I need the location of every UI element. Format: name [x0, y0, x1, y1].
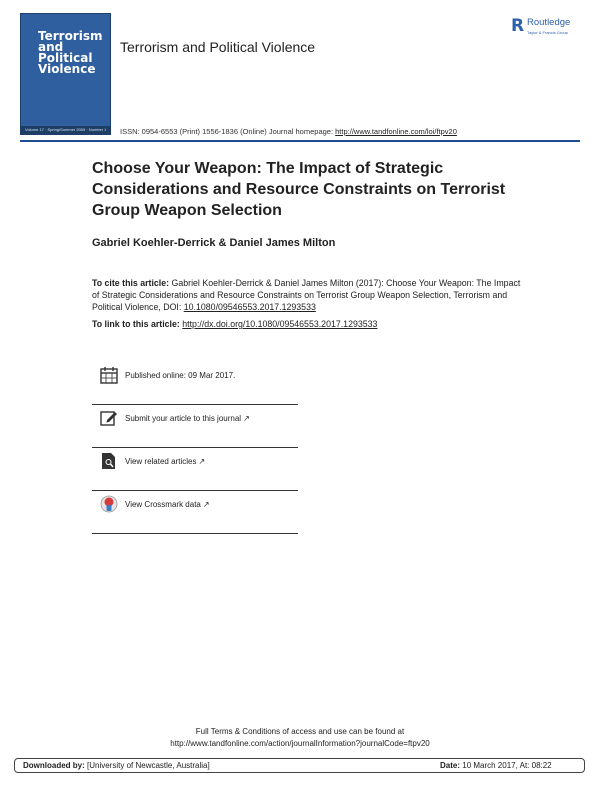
article-url-link[interactable]: http://dx.doi.org/10.1080/09546553.2017.1293533 — [182, 319, 378, 329]
article-link-line — [92, 319, 377, 329]
journal-title: Terrorism and Political Violence — [120, 39, 316, 55]
related-articles-item[interactable] — [92, 448, 298, 491]
edit-icon — [100, 409, 118, 427]
published-online-label: Published online: 09 Mar 2017. — [125, 371, 236, 380]
published-online-item — [92, 362, 298, 405]
download-info-bar — [14, 758, 585, 773]
crossmark-item[interactable] — [92, 491, 298, 534]
calendar-icon — [100, 366, 118, 384]
downloaded-by-label: Downloaded by: — [23, 761, 85, 770]
citation-text: Gabriel Koehler-Derrick & Daniel James Milton (2017): Choose Your Weapon: The Impact of Strategic Considerations and Resource Constraints on Terrorist Group Weapon Selection, Terrorism and Political Violence, DOI: — [92, 278, 521, 312]
cover-strip — [21, 126, 110, 134]
publisher-name: Routledge — [527, 17, 571, 28]
crossmark-text: View Crossmark data — [125, 500, 201, 509]
terms-url-line[interactable]: http://www.tandfonline.com/action/journalInformation?journalCode=ftpv20 — [170, 739, 430, 748]
publisher-subtitle: Taylor & Francis Group — [527, 30, 568, 35]
article-authors: Gabriel Koehler-Derrick & Daniel James Milton — [92, 237, 336, 249]
article-title: Choose Your Weapon: The Impact of Strategic Considerations and Resource Constraints on Terrorist Group Weapon Selection — [92, 160, 506, 219]
download-date-label: Date: — [440, 761, 461, 770]
citation-block — [92, 277, 522, 313]
submit-article-label — [125, 414, 250, 423]
journal-cover-image — [20, 13, 111, 135]
cover-strip-text: Volume 17 · Spring/Summer 2005 · Number 1 — [25, 127, 107, 132]
download-date-value: 10 March 2017, At: 08:22 — [460, 761, 552, 770]
related-articles-text: View related articles — [125, 457, 197, 466]
downloaded-by — [23, 761, 210, 770]
related-articles-label — [125, 457, 205, 466]
submit-article-item[interactable] — [92, 405, 298, 448]
downloaded-by-value: [University of Newcastle, Australia] — [84, 761, 210, 770]
crossmark-label — [125, 500, 210, 509]
article-actions-list — [92, 362, 298, 534]
link-label: To link to this article: — [92, 319, 183, 329]
routledge-r-icon: R — [511, 16, 525, 36]
journal-homepage-link[interactable]: http://www.tandfonline.com/loi/ftpv20 — [335, 127, 457, 136]
cover-title: Terrorism and Political Violence — [38, 29, 103, 76]
issn-line — [120, 127, 457, 136]
doi-link[interactable]: 10.1080/09546553.2017.1293533 — [183, 302, 316, 312]
issn-text: ISSN: 0954-6553 (Print) 1556-1836 (Online) Journal homepage: — [120, 127, 336, 136]
header-rule — [20, 140, 580, 142]
external-link-icon: ↗ — [202, 500, 210, 509]
submit-article-text: Submit your article to this journal — [125, 414, 242, 423]
download-date — [440, 761, 552, 770]
crossmark-icon — [100, 495, 118, 513]
terms-line: Full Terms & Conditions of access and use can be found at — [195, 727, 405, 736]
search-document-icon — [100, 452, 118, 470]
external-link-icon: ↗ — [198, 457, 206, 466]
citation-label: To cite this article: — [92, 278, 170, 288]
external-link-icon: ↗ — [243, 414, 250, 423]
